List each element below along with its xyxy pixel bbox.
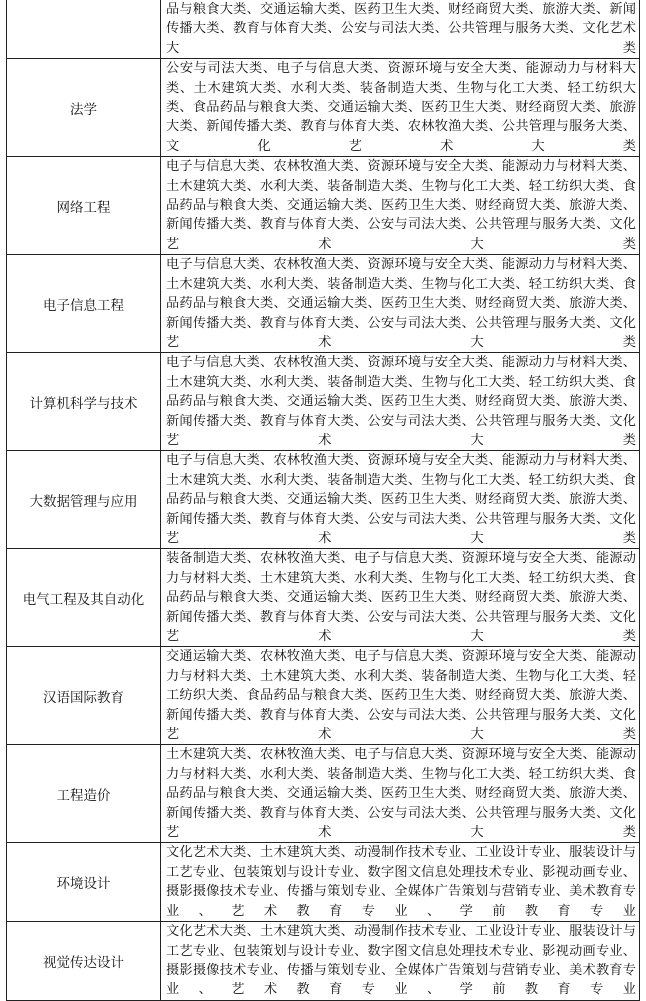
category-list-cell: 电子与信息大类、农林牧渔大类、资源环境与安全大类、能源动力与材料大类、土木建筑大类、水利大类、装备制造大类、生物与化工大类、轻工纺织大类、食品药品与粮食大类、交通运输大类、医药卫生大类、财经商贸大类、旅游大类、新闻传播大类、教育与体育大类、公安与司法大类、公共管理与服务大类、文化艺术大类: [161, 353, 640, 451]
table-row: [7, 745, 640, 843]
major-name-cell: 电子信息工程: [7, 255, 161, 353]
major-name-cell: [7, 0, 161, 59]
category-list-cell: 电子与信息大类、农林牧渔大类、资源环境与安全大类、能源动力与材料大类、土木建筑大类、水利大类、装备制造大类、生物与化工大类、轻工纺织大类、食品药品与粮食大类、交通运输大类、医药卫生大类、财经商贸大类、旅游大类、新闻传播大类、教育与体育大类、公安与司法大类、公共管理与服务大类、文化艺术大类: [161, 255, 640, 353]
table-row: [7, 647, 640, 745]
category-list-cell: 电子与信息大类、农林牧渔大类、资源环境与安全大类、能源动力与材料大类、土木建筑大类、水利大类、装备制造大类、生物与化工大类、轻工纺织大类、食品药品与粮食大类、交通运输大类、医药卫生大类、财经商贸大类、旅游大类、新闻传播大类、教育与体育大类、公安与司法大类、公共管理与服务大类、文化艺术大类: [161, 157, 640, 255]
table-row: [7, 157, 640, 255]
table-row: [7, 59, 640, 157]
category-list-cell: 土木建筑大类、农林牧渔大类、电子与信息大类、资源环境与安全大类、能源动力与材料大类、水利大类、装备制造大类、生物与化工大类、轻工纺织大类、食品药品与粮食大类、交通运输大类、医药卫生大类、财经商贸大类、旅游大类、新闻传播大类、教育与体育大类、公安与司法大类、公共管理与服务大类、文化艺术大类: [161, 745, 640, 843]
table-row: [7, 843, 640, 922]
category-list-cell: 文化艺术大类、土木建筑大类、动漫制作技术专业、工业设计专业、服装设计与工艺专业、包装策划与设计专业、数字图文信息处理技术专业、影视动画专业、摄影摄像技术专业、传播与策划专业、全媒体广告策划与营销专业、美术教育专业、艺术教育专业、学前教育专业: [161, 922, 640, 1001]
category-list-cell: 电子与信息大类、农林牧渔大类、资源环境与安全大类、能源动力与材料大类、土木建筑大类、水利大类、装备制造大类、生物与化工大类、轻工纺织大类、食品药品与粮食大类、交通运输大类、医药卫生大类、财经商贸大类、旅游大类、新闻传播大类、教育与体育大类、公安与司法大类、公共管理与服务大类、文化艺术大类: [161, 451, 640, 549]
table-row: [7, 922, 640, 1001]
major-name-cell: 法学: [7, 59, 161, 157]
major-name-cell: 工程造价: [7, 745, 161, 843]
table-row: [7, 0, 640, 59]
category-list-cell: 文化艺术大类、土木建筑大类、动漫制作技术专业、工业设计专业、服装设计与工艺专业、包装策划与设计专业、数字图文信息处理技术专业、影视动画专业、摄影摄像技术专业、传播与策划专业、全媒体广告策划与营销专业、美术教育专业、艺术教育专业、学前教育专业: [161, 843, 640, 922]
table-row: [7, 451, 640, 549]
table-row: [7, 549, 640, 647]
category-list-cell: 公安与司法大类、电子与信息大类、资源环境与安全大类、能源动力与材料大类、土木建筑大类、水利大类、装备制造大类、生物与化工大类、轻工纺织大类、食品药品与粮食大类、交通运输大类、医药卫生大类、财经商贸大类、旅游大类、新闻传播大类、教育与体育大类、农林牧渔大类、公共管理与服务大类、文化艺术大类: [161, 59, 640, 157]
major-name-cell: 大数据管理与应用: [7, 451, 161, 549]
major-name-cell: 视觉传达设计: [7, 922, 161, 1001]
major-name-cell: 网络工程: [7, 157, 161, 255]
majors-table: [6, 0, 640, 1001]
table-row: [7, 255, 640, 353]
category-list-cell: 装备制造大类、农林牧渔大类、电子与信息大类、资源环境与安全大类、能源动力与材料大类、土木建筑大类、水利大类、生物与化工大类、轻工纺织大类、食品药品与粮食大类、交通运输大类、医药卫生大类、财经商贸大类、旅游大类、新闻传播大类、教育与体育大类、公安与司法大类、公共管理与服务大类、文化艺术大类: [161, 549, 640, 647]
category-list-cell: 交通运输大类、农林牧渔大类、电子与信息大类、资源环境与安全大类、能源动力与材料大类、土木建筑大类、水利大类、装备制造大类、生物与化工大类、轻工纺织大类、食品药品与粮食大类、医药卫生大类、财经商贸大类、旅游大类、新闻传播大类、教育与体育大类、公安与司法大类、公共管理与服务大类、文化艺术大类: [161, 647, 640, 745]
major-name-cell: 计算机科学与技术: [7, 353, 161, 451]
major-name-cell: 汉语国际教育: [7, 647, 161, 745]
major-name-cell: 电气工程及其自动化: [7, 549, 161, 647]
major-name-cell: 环境设计: [7, 843, 161, 922]
category-list-cell: 品与粮食大类、交通运输大类、医药卫生大类、财经商贸大类、旅游大类、新闻传播大类、教育与体育大类、公安与司法大类、公共管理与服务大类、文化艺术大类: [161, 0, 640, 59]
table-row: [7, 353, 640, 451]
